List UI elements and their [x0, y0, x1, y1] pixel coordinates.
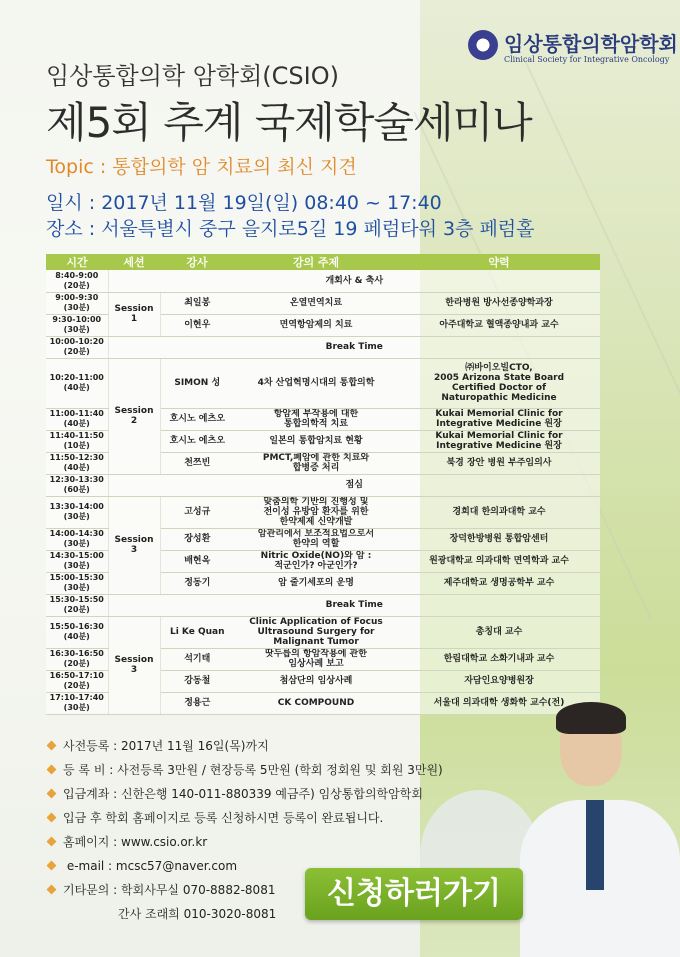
bio-cell: 북경 장안 병원 부주임의사 — [398, 452, 600, 474]
info-item — [46, 762, 443, 786]
bullet-diamond-icon — [47, 861, 57, 871]
info-text: 홈페이지 : www.csio.or.kr — [63, 835, 208, 849]
time-cell: 15:00-15:30 (30분) — [46, 572, 108, 594]
bio-cell: 제주대학교 생명공학부 교수 — [398, 572, 600, 594]
topic-cell: 항암제 부작용에 대한 통합의학적 치료 — [234, 408, 398, 430]
time-cell: 10:20-11:00 (40분) — [46, 358, 108, 408]
logo-emblem-icon — [468, 30, 498, 60]
speaker-cell: 장성환 — [160, 528, 234, 550]
info-text: e-mail : mcsc57@naver.com — [63, 859, 238, 873]
table-row — [46, 336, 600, 358]
info-text: 입금 후 학회 홈페이지로 등록 신청하시면 등록이 완료됩니다. — [63, 811, 384, 825]
info-text: 등 록 비 : 사전등록 3만원 / 현장등록 5만원 (학회 정회원 및 회원 3만원) — [63, 763, 443, 777]
time-cell: 16:30-16:50 (20분) — [46, 648, 108, 670]
bullet-diamond-icon — [47, 837, 57, 847]
speaker-cell: 호시노 에츠오 — [160, 408, 234, 430]
info-item — [46, 810, 443, 834]
topic-cell: 면역항암제의 치료 — [234, 314, 398, 336]
time-cell: 12:30-13:30 (60분) — [46, 474, 108, 496]
topic-cell: 암 줄기세포의 운명 — [234, 572, 398, 594]
speaker-cell: 정동기 — [160, 572, 234, 594]
header-time: 시간 — [46, 254, 108, 270]
time-cell: 17:10-17:40 (30분) — [46, 692, 108, 714]
time-cell: 14:30-15:00 (30분) — [46, 550, 108, 572]
time-cell: 15:50-16:30 (40분) — [46, 616, 108, 648]
bullet-diamond-icon — [47, 789, 57, 799]
time-cell: 11:40-11:50 (10분) — [46, 430, 108, 452]
bio-cell: 아주대학교 혈액종양내과 교수 — [398, 314, 600, 336]
topic-cell: 맞춤의학 기반의 진행성 및 전이성 유방암 환자를 위한 한약제제 신약개발 — [234, 496, 398, 528]
time-cell: 13:30-14:00 (30분) — [46, 496, 108, 528]
doctor-tie — [586, 800, 604, 890]
schedule-header-row — [46, 254, 600, 270]
event-date: 일시 : 2017년 11월 19일(일) 08:40 ~ 17:40 — [46, 192, 442, 214]
bullet-diamond-icon — [47, 765, 57, 775]
topic-cell: CK COMPOUND — [234, 692, 398, 714]
info-item — [46, 738, 443, 762]
time-cell: 8:40-9:00 (20분) — [46, 270, 108, 292]
speaker-cell: Li Ke Quan — [160, 616, 234, 648]
bio-cell: 자담인요양병원장 — [398, 670, 600, 692]
time-cell: 15:30-15:50 (20분) — [46, 594, 108, 616]
speaker-cell: 고성규 — [160, 496, 234, 528]
speaker-cell: 천쯔빈 — [160, 452, 234, 474]
time-cell: 14:00-14:30 (30분) — [46, 528, 108, 550]
time-cell: 10:00-10:20 (20분) — [46, 336, 108, 358]
event-topic: Topic : 통합의학 암 치료의 최신 지견 — [46, 156, 357, 178]
logo-name-en: Clinical Society for Integrative Oncology — [504, 55, 670, 64]
table-row — [46, 358, 600, 408]
session-cell: Session 3 — [108, 616, 160, 714]
table-row — [46, 496, 600, 528]
session-cell: Session 2 — [108, 358, 160, 474]
topic-cell: Nitric Oxide(NO)와 암 : 적군인가? 아군인가? — [234, 550, 398, 572]
header-session: 세션 — [108, 254, 160, 270]
bullet-diamond-icon — [47, 813, 57, 823]
bio-cell: 장덕한방병원 통합암센터 — [398, 528, 600, 550]
info-item — [46, 834, 443, 858]
info-text: 사전등록 : 2017년 11월 16일(목)까지 — [63, 739, 269, 753]
event-organizer: 임상통합의학 암학회(CSIO) — [46, 62, 339, 90]
speaker-cell: 정용근 — [160, 692, 234, 714]
time-cell: 11:50-12:30 (40분) — [46, 452, 108, 474]
topic-cell: 온열면역치료 — [234, 292, 398, 314]
bio-cell: 경희대 한의과대학 교수 — [398, 496, 600, 528]
topic-cell: 첨삼단의 임상사례 — [234, 670, 398, 692]
event-place: 장소 : 서울특별시 중구 을지로5길 19 페럼타워 3층 페럼홀 — [46, 218, 535, 240]
time-cell: 9:30-10:00 (30분) — [46, 314, 108, 336]
speaker-cell: 석기태 — [160, 648, 234, 670]
speaker-cell: 호시노 에츠오 — [160, 430, 234, 452]
table-row — [46, 474, 600, 496]
time-cell: 9:00-9:30 (30분) — [46, 292, 108, 314]
header-bio: 약력 — [398, 254, 600, 270]
doctor-figure — [520, 690, 680, 957]
logo-name-ko: 임상통합의학암학회 — [504, 32, 678, 56]
topic-cell: 암관리에서 보조적요법으로서 한약의 역할 — [234, 528, 398, 550]
span-cell: 점심 — [108, 474, 600, 496]
table-row — [46, 594, 600, 616]
bio-cell: 서울대 의과대학 생화학 교수(전) — [398, 692, 600, 714]
topic-cell: 땃두릅의 항암작용에 관한 임상사례 보고 — [234, 648, 398, 670]
bio-cell: Kukai Memorial Clinic for Integrative Medicine 원장 — [398, 408, 600, 430]
topic-cell: 4차 산업혁명시대의 통합의학 — [234, 358, 398, 408]
topic-cell: Clinic Application of Focus Ultrasound Surgery for Malignant Tumor — [234, 616, 398, 648]
topic-cell: 일본의 통합암치료 현황 — [234, 430, 398, 452]
header-topic: 강의 주제 — [234, 254, 398, 270]
time-cell: 11:00-11:40 (40분) — [46, 408, 108, 430]
schedule-table — [46, 254, 600, 715]
event-title: 제5회 추계 국제학술세미나 — [46, 98, 532, 147]
table-row — [46, 616, 600, 648]
topic-cell: PMCT,폐암에 관한 치료와 합병증 처리 — [234, 452, 398, 474]
bio-cell: Kukai Memorial Clinic for Integrative Medicine 원장 — [398, 430, 600, 452]
table-row — [46, 270, 600, 292]
speaker-cell: 배현옥 — [160, 550, 234, 572]
society-logo — [468, 24, 678, 68]
speaker-cell: 강동철 — [160, 670, 234, 692]
bio-cell: 한림대학교 소화기내과 교수 — [398, 648, 600, 670]
bullet-diamond-icon — [47, 885, 57, 895]
info-item — [46, 786, 443, 810]
span-cell: 개회사 & 축사 — [108, 270, 600, 292]
info-text: 기타문의 : 학회사무실 070-8882-8081 — [63, 883, 276, 897]
doctor-hair — [556, 702, 626, 734]
bio-cell: 한라병원 방사선종양학과장 — [398, 292, 600, 314]
apply-button[interactable]: 신청하러가기 — [305, 868, 523, 920]
speaker-cell: 최일봉 — [160, 292, 234, 314]
bio-cell: 원광대학교 의과대학 면역학과 교수 — [398, 550, 600, 572]
bio-cell: 총칭대 교수 — [398, 616, 600, 648]
schedule-body — [46, 270, 600, 714]
speaker-cell: 이현우 — [160, 314, 234, 336]
bullet-diamond-icon — [47, 741, 57, 751]
info-text: 입금계좌 : 신한은행 140-011-880339 예금주) 임상통합의학암학회 — [63, 787, 423, 801]
span-cell: Break Time — [108, 336, 600, 358]
table-row — [46, 292, 600, 314]
span-cell: Break Time — [108, 594, 600, 616]
info-text: 간사 조래희 010-3020-8081 — [118, 907, 277, 921]
session-cell: Session 1 — [108, 292, 160, 336]
bio-cell: ㈜바이오빌CTO, 2005 Arizona State Board Certified Doctor of Naturopathic Medicine — [398, 358, 600, 408]
speaker-cell: SIMON 성 — [160, 358, 234, 408]
header-speaker: 강사 — [160, 254, 234, 270]
session-cell: Session 3 — [108, 496, 160, 594]
time-cell: 16:50-17:10 (20분) — [46, 670, 108, 692]
